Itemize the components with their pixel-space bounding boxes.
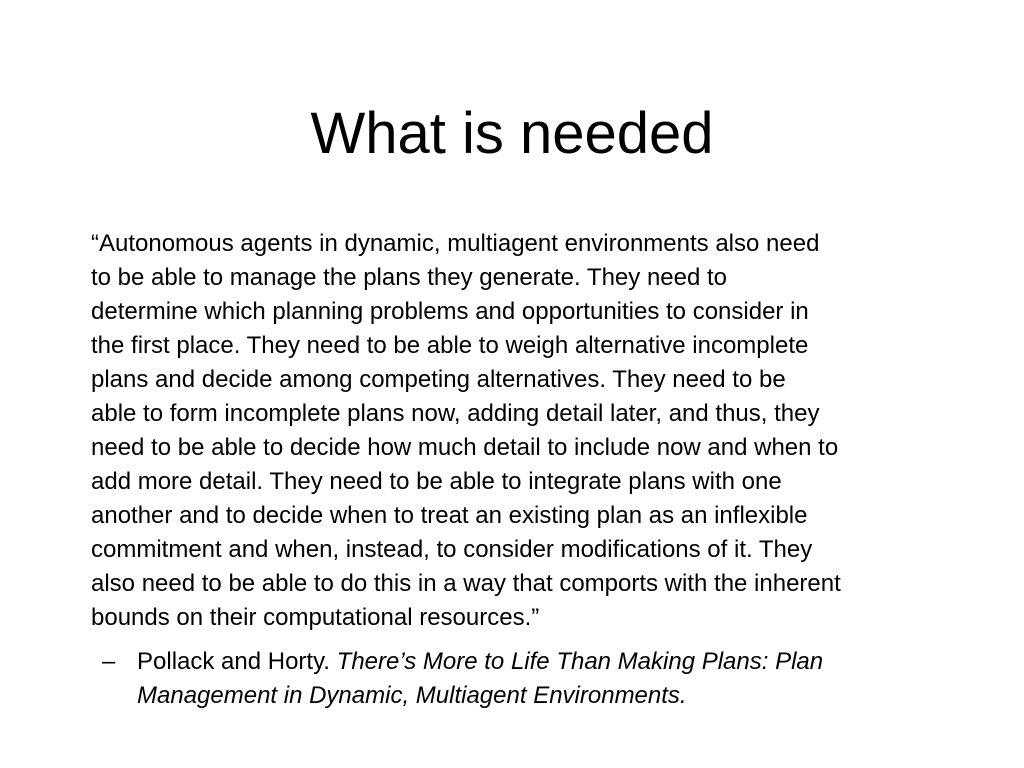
quote-line: to be able to manage the plans they generate. They need to	[91, 264, 728, 291]
quote-line: bounds on their computational resources.”	[91, 604, 540, 631]
quote-line: the first place. They need to be able to weigh alternative incomplete	[91, 332, 809, 359]
quote-line: need to be able to decide how much detail to include now and when to	[91, 434, 839, 461]
quote-line: another and to decide when to treat an existing plan as an inflexible	[91, 502, 808, 529]
citation-title-continued: Management in Dynamic, Multiagent Environments.	[137, 682, 687, 709]
quote-paragraph	[91, 227, 996, 635]
quote-line: plans and decide among competing alternatives. They need to be	[91, 366, 786, 393]
quote-line: able to form incomplete plans now, adding detail later, and thus, they	[91, 400, 820, 427]
citation-line-1	[137, 645, 982, 679]
citation-text	[137, 645, 982, 713]
dash-bullet-icon: –	[102, 648, 116, 675]
quote-line: add more detail. They need to be able to integrate plans with one	[91, 468, 782, 495]
quote-line: also need to be able to do this in a way that comports with the inherent	[91, 570, 841, 597]
quote-line: “Autonomous agents in dynamic, multiagent environments also need	[91, 230, 820, 257]
quote-line: determine which planning problems and opportunities to consider in	[91, 298, 809, 325]
citation-title: There’s More to Life Than Making Plans: Plan	[336, 648, 824, 675]
slide-title: What is needed	[310, 101, 714, 166]
quote-line: commitment and when, instead, to consider modifications of it. They	[91, 536, 813, 563]
citation-authors: Pollack and Horty.	[137, 648, 330, 675]
citation-line-2	[137, 679, 982, 713]
